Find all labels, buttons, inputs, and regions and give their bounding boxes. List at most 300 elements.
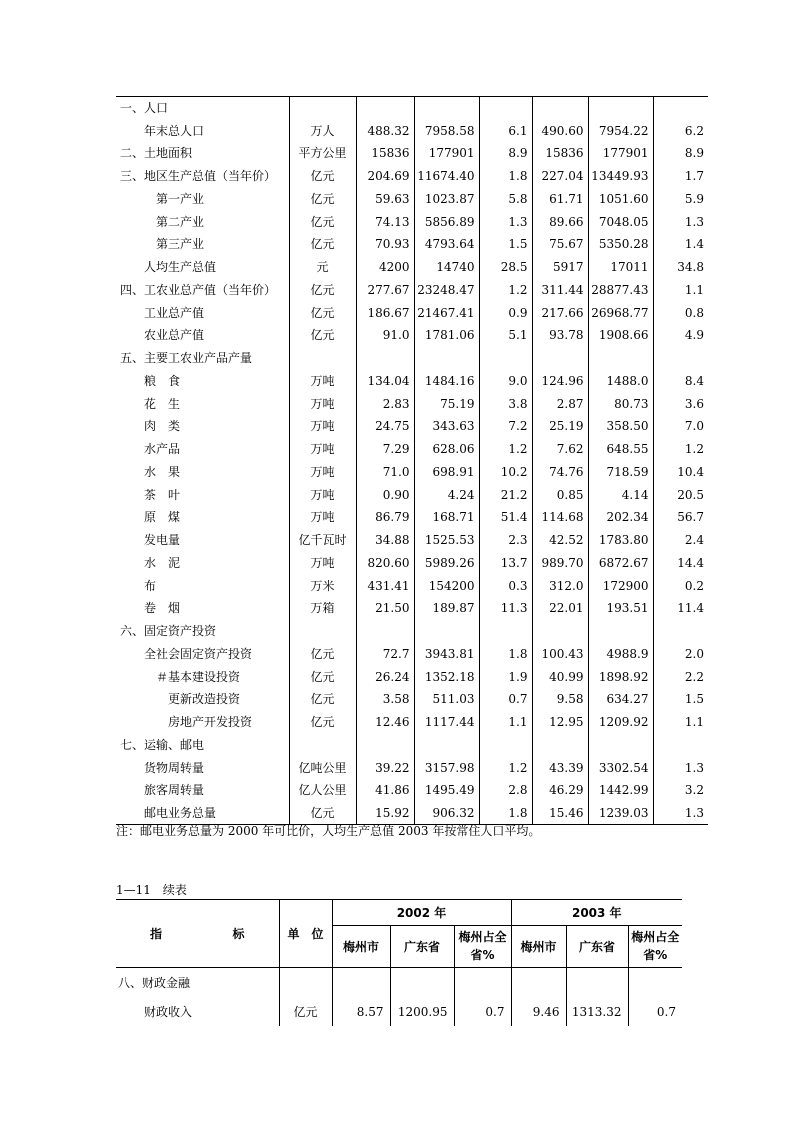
row-value: 698.91: [414, 461, 479, 484]
row-value: 1442.99: [588, 779, 653, 802]
row-value: 2.0: [684, 646, 704, 661]
row-value: 177901: [414, 142, 479, 165]
table-row: [116, 734, 708, 757]
row-value: 490.60: [532, 119, 588, 142]
row-value: 906.32: [414, 802, 479, 825]
row-value: 1.2: [684, 442, 704, 457]
row-value: 9.46: [511, 998, 566, 1026]
row-label: 粮 食: [144, 373, 181, 388]
row-value: 7.29: [356, 438, 414, 461]
row-value: [628, 968, 682, 998]
row-unit: 万吨: [289, 438, 356, 461]
row-label: 水 果: [144, 464, 181, 479]
row-value: 11.4: [677, 601, 704, 616]
row-value: 2.83: [356, 392, 414, 415]
row-value: 5989.26: [414, 552, 479, 575]
row-value: [479, 97, 532, 120]
row-value: 23248.47: [414, 279, 479, 302]
row-value: [532, 97, 588, 120]
row-unit: [289, 734, 356, 757]
row-unit: 亿元: [289, 301, 356, 324]
row-value: 114.68: [532, 506, 588, 529]
table-row: [116, 665, 708, 688]
row-label: 旅客周转量: [144, 783, 205, 798]
row-value: 24.75: [356, 415, 414, 438]
row-unit: 万米: [289, 574, 356, 597]
row-value: [414, 620, 479, 643]
row-value: 5.8: [479, 188, 532, 211]
row-value: 3.6: [684, 396, 704, 411]
row-value: 34.88: [356, 529, 414, 552]
row-value: 75.67: [532, 233, 588, 256]
row-value: 0.9: [479, 301, 532, 324]
row-value: 1209.92: [588, 711, 653, 734]
row-value: 4200: [356, 256, 414, 279]
row-value: 4988.9: [588, 643, 653, 666]
row-unit: 万吨: [289, 506, 356, 529]
header-year-2002: 2002 年: [332, 900, 511, 926]
table-row: [116, 347, 708, 370]
row-unit: 万吨: [289, 415, 356, 438]
row-value: 202.34: [588, 506, 653, 529]
row-value: [588, 97, 653, 120]
table-row: [116, 97, 708, 120]
row-value: 61.71: [532, 188, 588, 211]
row-value: 1.1: [479, 711, 532, 734]
row-value: 1.2: [479, 756, 532, 779]
row-value: 1352.18: [414, 665, 479, 688]
row-value: 10.4: [677, 464, 704, 479]
row-value: 989.70: [532, 552, 588, 575]
table-row: [116, 188, 708, 211]
table-row: [116, 119, 708, 142]
row-value: 1.3: [684, 805, 704, 820]
row-value: [588, 734, 653, 757]
header-province-2003: 广东省: [566, 926, 628, 968]
row-label: 年末总人口: [144, 123, 205, 138]
row-value: 1783.80: [588, 529, 653, 552]
row-unit: 万吨: [289, 483, 356, 506]
row-value: 154200: [414, 574, 479, 597]
row-value: 7954.22: [588, 119, 653, 142]
row-value: 3943.81: [414, 643, 479, 666]
row-value: [414, 97, 479, 120]
table-row: [116, 324, 708, 347]
row-value: 1.1: [684, 282, 704, 297]
row-value: 75.19: [414, 392, 479, 415]
row-value: 20.5: [677, 487, 704, 502]
row-label: 四、工农业总产值（当年价）: [120, 282, 277, 297]
row-value: 1488.0: [588, 370, 653, 393]
row-value: 4.24: [414, 483, 479, 506]
row-unit: 亿元: [279, 998, 332, 1026]
row-label: 发电量: [144, 533, 181, 548]
row-value: 5917: [532, 256, 588, 279]
row-value: [653, 734, 708, 757]
row-value: [479, 734, 532, 757]
row-value: 5.9: [684, 191, 704, 206]
table-row: [116, 370, 708, 393]
row-unit: 亿元: [289, 188, 356, 211]
row-value: 26.24: [356, 665, 414, 688]
row-value: 8.57: [332, 998, 390, 1026]
row-value: 51.4: [479, 506, 532, 529]
table-row: [116, 574, 708, 597]
row-value: 0.3: [479, 574, 532, 597]
row-unit: 亿人公里: [289, 779, 356, 802]
row-value: 1239.03: [588, 802, 653, 825]
row-label: 一、人口: [120, 101, 169, 116]
row-unit: [289, 347, 356, 370]
row-unit: 亿元: [289, 711, 356, 734]
header-year-2003: 2003 年: [511, 900, 682, 926]
row-value: 4.14: [588, 483, 653, 506]
row-value: 634.27: [588, 688, 653, 711]
row-value: 343.63: [414, 415, 479, 438]
table-row: [116, 165, 708, 188]
row-value: 5.1: [479, 324, 532, 347]
row-value: 168.71: [414, 506, 479, 529]
row-label: ＃基本建设投资: [156, 669, 241, 684]
row-value: 26968.77: [588, 301, 653, 324]
row-value: 648.55: [588, 438, 653, 461]
row-value: [653, 620, 708, 643]
row-label: 工业总产值: [144, 305, 205, 320]
row-value: [479, 347, 532, 370]
row-value: 13.7: [479, 552, 532, 575]
row-value: 2.4: [684, 533, 704, 548]
row-value: 718.59: [588, 461, 653, 484]
table-row: [116, 597, 708, 620]
row-value: 3.8: [479, 392, 532, 415]
row-value: 12.46: [356, 711, 414, 734]
row-value: 6.2: [684, 123, 704, 138]
table-row: [116, 529, 708, 552]
row-value: 5350.28: [588, 233, 653, 256]
row-value: 39.22: [356, 756, 414, 779]
row-value: 40.99: [532, 665, 588, 688]
table-row: [116, 279, 708, 302]
row-value: 7958.58: [414, 119, 479, 142]
row-unit: 元: [289, 256, 356, 279]
row-value: [356, 734, 414, 757]
row-label: 肉 类: [144, 419, 181, 434]
table-row: [116, 711, 708, 734]
row-value: 1.2: [479, 279, 532, 302]
row-value: 3157.98: [414, 756, 479, 779]
row-value: 15.92: [356, 802, 414, 825]
row-unit: 亿元: [289, 643, 356, 666]
row-value: 2.8: [479, 779, 532, 802]
row-value: [356, 347, 414, 370]
continued-table-title: 1—11 续表: [116, 883, 187, 897]
row-label: 农业总产值: [144, 328, 205, 343]
row-value: 15836: [356, 142, 414, 165]
row-value: 3302.54: [588, 756, 653, 779]
row-value: 358.50: [588, 415, 653, 438]
row-value: 6872.67: [588, 552, 653, 575]
header-share-2003: 梅州占全省%: [628, 926, 682, 968]
continued-table: [116, 899, 682, 1026]
row-value: 227.04: [532, 165, 588, 188]
row-value: 1051.60: [588, 188, 653, 211]
row-value: 0.85: [532, 483, 588, 506]
row-value: [332, 968, 390, 998]
row-value: 74.13: [356, 210, 414, 233]
row-label: 二、土地面积: [120, 146, 193, 161]
header-indicator: [116, 900, 279, 968]
row-unit: 亿元: [289, 688, 356, 711]
table-row: [116, 643, 708, 666]
row-value: 0.90: [356, 483, 414, 506]
row-value: 28877.43: [588, 279, 653, 302]
row-unit: 亿千瓦时: [289, 529, 356, 552]
row-value: 488.32: [356, 119, 414, 142]
row-value: 15.46: [532, 802, 588, 825]
row-value: 193.51: [588, 597, 653, 620]
row-value: [588, 620, 653, 643]
header-share-2002: 梅州占全省%: [454, 926, 511, 968]
row-value: 0.7: [628, 998, 682, 1026]
row-value: 1.8: [479, 802, 532, 825]
row-value: 6.1: [479, 119, 532, 142]
row-unit: 亿元: [289, 665, 356, 688]
row-unit: [289, 620, 356, 643]
row-value: 1.1: [684, 715, 704, 730]
table-row: [116, 756, 708, 779]
row-value: 86.79: [356, 506, 414, 529]
row-value: 93.78: [532, 324, 588, 347]
row-value: [356, 97, 414, 120]
row-value: 1898.92: [588, 665, 653, 688]
row-value: [566, 968, 628, 998]
row-value: 13449.93: [588, 165, 653, 188]
table-row: [116, 552, 708, 575]
row-value: 0.8: [684, 305, 704, 320]
row-label: 全社会固定资产投资: [144, 646, 253, 661]
row-value: 124.96: [532, 370, 588, 393]
row-value: 1908.66: [588, 324, 653, 347]
row-label: 八、财政金融: [118, 975, 191, 990]
row-value: 1200.95: [390, 998, 454, 1026]
row-label: 水 泥: [144, 555, 181, 570]
row-value: 22.01: [532, 597, 588, 620]
row-label: 五、主要工农业产品产量: [120, 351, 253, 366]
row-value: [532, 620, 588, 643]
row-value: [414, 734, 479, 757]
row-value: 74.76: [532, 461, 588, 484]
row-value: 1.5: [479, 233, 532, 256]
row-value: 9.0: [479, 370, 532, 393]
row-value: 41.86: [356, 779, 414, 802]
row-value: 7.62: [532, 438, 588, 461]
row-value: 5856.89: [414, 210, 479, 233]
row-value: 21.2: [479, 483, 532, 506]
row-value: 14.4: [677, 555, 704, 570]
row-value: [390, 968, 454, 998]
row-label: 房地产开发投资: [168, 715, 253, 730]
row-value: 91.0: [356, 324, 414, 347]
table-row: [116, 233, 708, 256]
row-value: 46.29: [532, 779, 588, 802]
row-value: 311.44: [532, 279, 588, 302]
table-row: [116, 392, 708, 415]
table-row: [116, 461, 708, 484]
row-value: 189.87: [414, 597, 479, 620]
row-value: 1023.87: [414, 188, 479, 211]
row-unit: 亿元: [289, 324, 356, 347]
row-value: 134.04: [356, 370, 414, 393]
row-value: 1.9: [479, 665, 532, 688]
table-row: [116, 968, 682, 998]
row-value: 7.2: [479, 415, 532, 438]
row-value: [454, 968, 511, 998]
row-value: [414, 347, 479, 370]
row-value: 1.3: [684, 760, 704, 775]
row-value: 17011: [588, 256, 653, 279]
row-value: 8.9: [479, 142, 532, 165]
row-value: 204.69: [356, 165, 414, 188]
row-value: 9.58: [532, 688, 588, 711]
row-label: 邮电业务总量: [144, 805, 217, 820]
row-value: 1117.44: [414, 711, 479, 734]
row-value: [588, 347, 653, 370]
row-value: 59.63: [356, 188, 414, 211]
row-value: 15836: [532, 142, 588, 165]
row-value: 1.7: [684, 169, 704, 184]
row-value: 43.39: [532, 756, 588, 779]
row-value: 21467.41: [414, 301, 479, 324]
row-value: 1.8: [479, 165, 532, 188]
row-value: 628.06: [414, 438, 479, 461]
row-label: 布: [144, 578, 157, 593]
row-value: 11674.40: [414, 165, 479, 188]
row-label: 原 煤: [144, 510, 181, 525]
table-row: [116, 415, 708, 438]
row-value: 8.9: [684, 146, 704, 161]
table-row: [116, 688, 708, 711]
row-value: 172900: [588, 574, 653, 597]
table-row: [116, 998, 682, 1026]
table-row: [116, 506, 708, 529]
row-value: 7.0: [684, 419, 704, 434]
row-value: 1313.32: [566, 998, 628, 1026]
row-value: 2.87: [532, 392, 588, 415]
row-unit: 亿元: [289, 165, 356, 188]
row-unit: 万吨: [289, 552, 356, 575]
table-row: [116, 142, 708, 165]
row-label: 财政收入: [144, 1004, 193, 1019]
row-unit: 亿元: [289, 279, 356, 302]
row-unit: 亿元: [289, 210, 356, 233]
row-label: 更新改造投资: [168, 692, 241, 707]
statistics-table: [116, 96, 708, 825]
row-unit: [289, 97, 356, 120]
row-value: 14740: [414, 256, 479, 279]
row-value: 2.3: [479, 529, 532, 552]
row-value: 1.8: [479, 643, 532, 666]
row-value: 177901: [588, 142, 653, 165]
table-row: [116, 210, 708, 233]
row-unit: 平方公里: [289, 142, 356, 165]
row-value: 8.4: [684, 373, 704, 388]
row-value: 186.67: [356, 301, 414, 324]
row-value: 70.93: [356, 233, 414, 256]
table-footnote: 注：邮电业务总量为 2000 年可比价，人均生产总值 2003 年按常住人口平均。: [116, 824, 541, 838]
table-row: [116, 779, 708, 802]
row-value: 0.7: [479, 688, 532, 711]
row-value: 21.50: [356, 597, 414, 620]
row-label: 第一产业: [156, 191, 205, 206]
row-unit: 万吨: [289, 461, 356, 484]
row-value: 10.2: [479, 461, 532, 484]
row-label: 第三产业: [156, 237, 205, 252]
header-unit: 单 位: [279, 900, 332, 968]
row-value: 56.7: [677, 510, 704, 525]
row-value: 71.0: [356, 461, 414, 484]
row-value: 11.3: [479, 597, 532, 620]
row-value: 4.9: [684, 328, 704, 343]
row-unit: 万箱: [289, 597, 356, 620]
row-value: 42.52: [532, 529, 588, 552]
row-value: [479, 620, 532, 643]
row-value: 1781.06: [414, 324, 479, 347]
row-value: 1.5: [684, 692, 704, 707]
row-value: 1.3: [479, 210, 532, 233]
row-label: 三、地区生产总值（当年价）: [120, 169, 277, 184]
row-unit: 万人: [289, 119, 356, 142]
row-unit: 万吨: [289, 370, 356, 393]
row-value: 4793.64: [414, 233, 479, 256]
row-value: 3.58: [356, 688, 414, 711]
table-row: [116, 620, 708, 643]
row-value: 7048.05: [588, 210, 653, 233]
row-label: 六、固定资产投资: [120, 624, 217, 639]
table-row: [116, 438, 708, 461]
row-value: 12.95: [532, 711, 588, 734]
row-label: 水产品: [144, 442, 181, 457]
row-value: 1.3: [684, 214, 704, 229]
table-row: [116, 483, 708, 506]
row-value: 72.7: [356, 643, 414, 666]
row-label: 人均生产总值: [144, 260, 217, 275]
row-value: 0.2: [684, 578, 704, 593]
header-city-2003: 梅州市: [511, 926, 566, 968]
row-value: 2.2: [684, 669, 704, 684]
header-city-2002: 梅州市: [332, 926, 390, 968]
row-unit: 亿元: [289, 802, 356, 825]
row-value: 431.41: [356, 574, 414, 597]
header-indicator-b: 标: [232, 926, 245, 941]
row-value: 511.03: [414, 688, 479, 711]
row-value: 3.2: [684, 783, 704, 798]
row-value: 1495.49: [414, 779, 479, 802]
table-row: [116, 301, 708, 324]
row-value: 28.5: [479, 256, 532, 279]
row-unit: 万吨: [289, 392, 356, 415]
row-unit: [279, 968, 332, 998]
table-row: [116, 256, 708, 279]
row-value: 100.43: [532, 643, 588, 666]
row-unit: 亿元: [289, 233, 356, 256]
row-value: 0.7: [454, 998, 511, 1026]
row-label: 七、运输、邮电: [120, 737, 205, 752]
row-value: 1.2: [479, 438, 532, 461]
row-value: 277.67: [356, 279, 414, 302]
row-label: 卷 烟: [144, 601, 181, 616]
row-label: 花 生: [144, 396, 181, 411]
row-value: 34.8: [677, 260, 704, 275]
